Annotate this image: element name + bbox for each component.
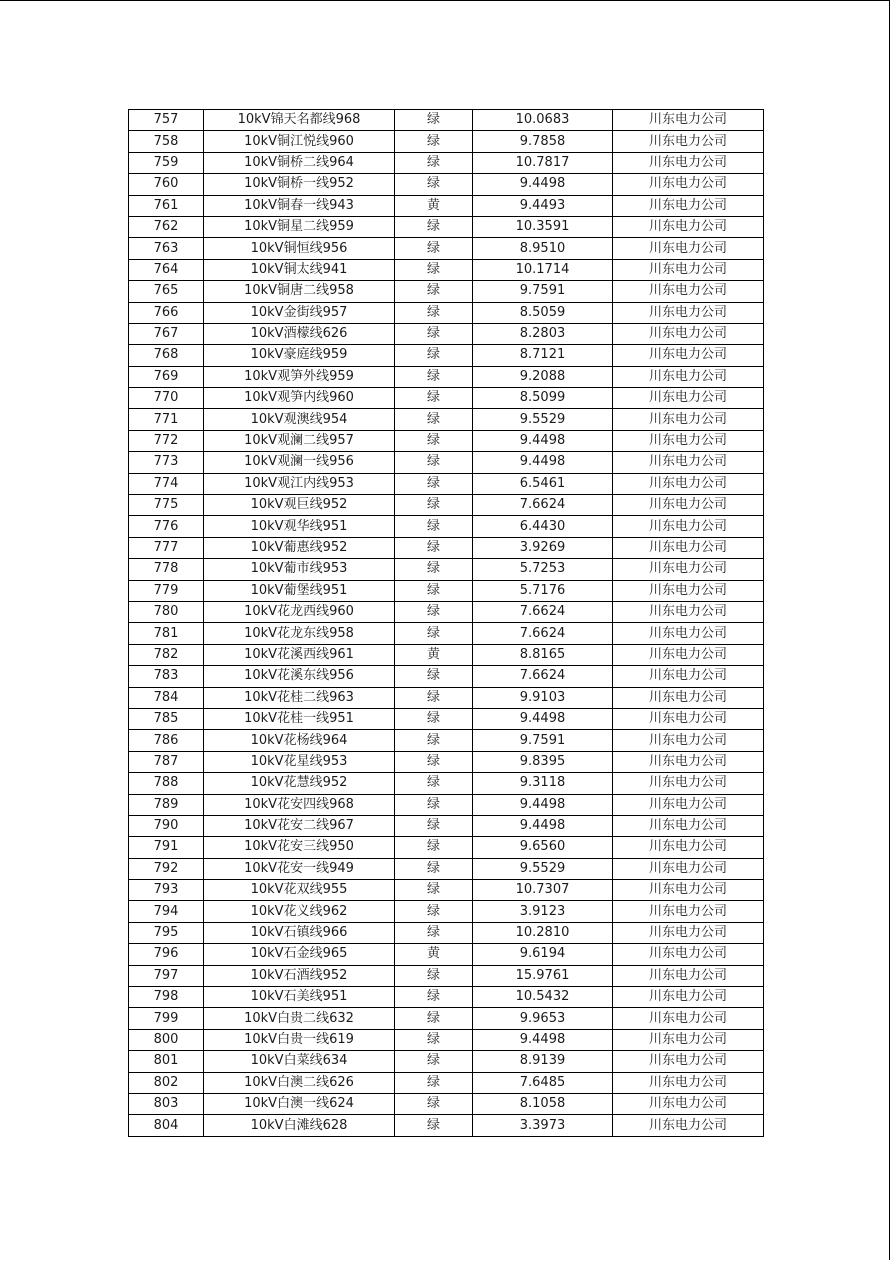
company-cell: 川东电力公司 xyxy=(613,216,764,237)
line-name-cell: 10kV白菜线634 xyxy=(204,1051,395,1072)
line-name-cell: 10kV花安二线967 xyxy=(204,815,395,836)
line-name-cell: 10kV花桂二线963 xyxy=(204,687,395,708)
status-color-cell: 绿 xyxy=(395,623,473,644)
line-name-cell: 10kV观澜二线957 xyxy=(204,430,395,451)
value-cell: 10.3591 xyxy=(473,216,613,237)
table-row xyxy=(129,216,764,237)
status-color-cell: 绿 xyxy=(395,837,473,858)
value-cell: 9.4493 xyxy=(473,195,613,216)
company-cell: 川东电力公司 xyxy=(613,281,764,302)
row-number-cell: 760 xyxy=(129,174,204,195)
value-cell: 9.4498 xyxy=(473,174,613,195)
row-number-cell: 796 xyxy=(129,944,204,965)
table-row xyxy=(129,666,764,687)
row-number-cell: 777 xyxy=(129,537,204,558)
status-color-cell: 黄 xyxy=(395,195,473,216)
status-color-cell: 绿 xyxy=(395,409,473,430)
status-color-cell: 绿 xyxy=(395,430,473,451)
table-row xyxy=(129,110,764,131)
line-name-cell: 10kV花溪西线961 xyxy=(204,644,395,665)
line-name-cell: 10kV铜桥一线952 xyxy=(204,174,395,195)
line-name-cell: 10kV铜恒线956 xyxy=(204,238,395,259)
line-name-cell: 10kV铜星二线959 xyxy=(204,216,395,237)
row-number-cell: 781 xyxy=(129,623,204,644)
value-cell: 5.7176 xyxy=(473,580,613,601)
row-number-cell: 758 xyxy=(129,131,204,152)
table-row xyxy=(129,815,764,836)
line-name-cell: 10kV观江内线953 xyxy=(204,473,395,494)
table-row xyxy=(129,1072,764,1093)
table-row xyxy=(129,1008,764,1029)
row-number-cell: 787 xyxy=(129,751,204,772)
status-color-cell: 绿 xyxy=(395,559,473,580)
value-cell: 9.4498 xyxy=(473,430,613,451)
company-cell: 川东电力公司 xyxy=(613,409,764,430)
line-name-cell: 10kV葡堡线951 xyxy=(204,580,395,601)
row-number-cell: 770 xyxy=(129,388,204,409)
line-name-cell: 10kV铜桥二线964 xyxy=(204,152,395,173)
value-cell: 10.5432 xyxy=(473,987,613,1008)
company-cell: 川东电力公司 xyxy=(613,794,764,815)
table-row xyxy=(129,452,764,473)
row-number-cell: 763 xyxy=(129,238,204,259)
company-cell: 川东电力公司 xyxy=(613,131,764,152)
value-cell: 8.9510 xyxy=(473,238,613,259)
row-number-cell: 761 xyxy=(129,195,204,216)
row-number-cell: 783 xyxy=(129,666,204,687)
value-cell: 5.7253 xyxy=(473,559,613,580)
company-cell: 川东电力公司 xyxy=(613,880,764,901)
value-cell: 7.6485 xyxy=(473,1072,613,1093)
value-cell: 6.4430 xyxy=(473,516,613,537)
value-cell: 7.6624 xyxy=(473,601,613,622)
company-cell: 川东电力公司 xyxy=(613,452,764,473)
value-cell: 9.2088 xyxy=(473,366,613,387)
table-row xyxy=(129,559,764,580)
status-color-cell: 绿 xyxy=(395,987,473,1008)
company-cell: 川东电力公司 xyxy=(613,708,764,729)
status-color-cell: 绿 xyxy=(395,259,473,280)
line-name-cell: 10kV花桂一线951 xyxy=(204,708,395,729)
company-cell: 川东电力公司 xyxy=(613,152,764,173)
row-number-cell: 782 xyxy=(129,644,204,665)
table-row xyxy=(129,516,764,537)
status-color-cell: 绿 xyxy=(395,751,473,772)
value-cell: 9.7591 xyxy=(473,730,613,751)
company-cell: 川东电力公司 xyxy=(613,302,764,323)
status-color-cell: 绿 xyxy=(395,1051,473,1072)
row-number-cell: 802 xyxy=(129,1072,204,1093)
row-number-cell: 767 xyxy=(129,323,204,344)
status-color-cell: 绿 xyxy=(395,922,473,943)
table-row xyxy=(129,1051,764,1072)
table-row xyxy=(129,238,764,259)
row-number-cell: 778 xyxy=(129,559,204,580)
table-row xyxy=(129,880,764,901)
company-cell: 川东电力公司 xyxy=(613,644,764,665)
row-number-cell: 762 xyxy=(129,216,204,237)
table-row xyxy=(129,131,764,152)
line-name-cell: 10kV白澳一线624 xyxy=(204,1093,395,1114)
value-cell: 9.4498 xyxy=(473,794,613,815)
row-number-cell: 771 xyxy=(129,409,204,430)
company-cell: 川东电力公司 xyxy=(613,1008,764,1029)
row-number-cell: 769 xyxy=(129,366,204,387)
table-row xyxy=(129,944,764,965)
row-number-cell: 779 xyxy=(129,580,204,601)
value-cell: 9.6560 xyxy=(473,837,613,858)
value-cell: 9.3118 xyxy=(473,773,613,794)
company-cell: 川东电力公司 xyxy=(613,110,764,131)
line-name-cell: 10kV石酒线952 xyxy=(204,965,395,986)
value-cell: 8.1058 xyxy=(473,1093,613,1114)
row-number-cell: 793 xyxy=(129,880,204,901)
status-color-cell: 绿 xyxy=(395,238,473,259)
company-cell: 川东电力公司 xyxy=(613,238,764,259)
table-row xyxy=(129,623,764,644)
status-color-cell: 绿 xyxy=(395,1029,473,1050)
status-color-cell: 绿 xyxy=(395,495,473,516)
status-color-cell: 绿 xyxy=(395,794,473,815)
status-color-cell: 绿 xyxy=(395,110,473,131)
table-row xyxy=(129,1029,764,1050)
row-number-cell: 765 xyxy=(129,281,204,302)
company-cell: 川东电力公司 xyxy=(613,901,764,922)
value-cell: 15.9761 xyxy=(473,965,613,986)
table-row xyxy=(129,901,764,922)
table-row xyxy=(129,794,764,815)
company-cell: 川东电力公司 xyxy=(613,516,764,537)
line-name-cell: 10kV白贵二线632 xyxy=(204,1008,395,1029)
line-name-cell: 10kV铜太线941 xyxy=(204,259,395,280)
company-cell: 川东电力公司 xyxy=(613,1093,764,1114)
company-cell: 川东电力公司 xyxy=(613,345,764,366)
table-row xyxy=(129,1115,764,1136)
row-number-cell: 791 xyxy=(129,837,204,858)
status-color-cell: 绿 xyxy=(395,773,473,794)
status-color-cell: 绿 xyxy=(395,708,473,729)
value-cell: 10.2810 xyxy=(473,922,613,943)
line-name-cell: 10kV花溪东线956 xyxy=(204,666,395,687)
status-color-cell: 绿 xyxy=(395,537,473,558)
value-cell: 8.9139 xyxy=(473,1051,613,1072)
company-cell: 川东电力公司 xyxy=(613,773,764,794)
row-number-cell: 798 xyxy=(129,987,204,1008)
value-cell: 8.2803 xyxy=(473,323,613,344)
status-color-cell: 绿 xyxy=(395,366,473,387)
line-name-cell: 10kV花双线955 xyxy=(204,880,395,901)
value-cell: 9.4498 xyxy=(473,815,613,836)
status-color-cell: 绿 xyxy=(395,815,473,836)
value-cell: 9.9103 xyxy=(473,687,613,708)
company-cell: 川东电力公司 xyxy=(613,815,764,836)
company-cell: 川东电力公司 xyxy=(613,430,764,451)
line-name-cell: 10kV石美线951 xyxy=(204,987,395,1008)
value-cell: 7.6624 xyxy=(473,495,613,516)
line-name-cell: 10kV观笋外线959 xyxy=(204,366,395,387)
row-number-cell: 766 xyxy=(129,302,204,323)
line-name-cell: 10kV石镇线966 xyxy=(204,922,395,943)
status-color-cell: 绿 xyxy=(395,388,473,409)
line-name-cell: 10kV观巨线952 xyxy=(204,495,395,516)
value-cell: 9.4498 xyxy=(473,452,613,473)
value-cell: 3.9123 xyxy=(473,901,613,922)
line-name-cell: 10kV花安三线950 xyxy=(204,837,395,858)
status-color-cell: 绿 xyxy=(395,452,473,473)
status-color-cell: 绿 xyxy=(395,302,473,323)
line-name-cell: 10kV花龙东线958 xyxy=(204,623,395,644)
row-number-cell: 795 xyxy=(129,922,204,943)
table-row xyxy=(129,537,764,558)
company-cell: 川东电力公司 xyxy=(613,623,764,644)
status-color-cell: 绿 xyxy=(395,666,473,687)
line-name-cell: 10kV金街线957 xyxy=(204,302,395,323)
table-row xyxy=(129,430,764,451)
line-name-cell: 10kV铜唐二线958 xyxy=(204,281,395,302)
table-row xyxy=(129,730,764,751)
row-number-cell: 801 xyxy=(129,1051,204,1072)
table-row xyxy=(129,580,764,601)
value-cell: 8.5099 xyxy=(473,388,613,409)
status-color-cell: 绿 xyxy=(395,516,473,537)
row-number-cell: 768 xyxy=(129,345,204,366)
value-cell: 9.5529 xyxy=(473,409,613,430)
value-cell: 10.7817 xyxy=(473,152,613,173)
value-cell: 3.3973 xyxy=(473,1115,613,1136)
company-cell: 川东电力公司 xyxy=(613,1029,764,1050)
line-name-cell: 10kV观笋内线960 xyxy=(204,388,395,409)
value-cell: 9.7858 xyxy=(473,131,613,152)
row-number-cell: 775 xyxy=(129,495,204,516)
company-cell: 川东电力公司 xyxy=(613,323,764,344)
table-row xyxy=(129,965,764,986)
table-row xyxy=(129,858,764,879)
line-name-cell: 10kV观澳线954 xyxy=(204,409,395,430)
line-name-cell: 10kV铜春一线943 xyxy=(204,195,395,216)
table-row xyxy=(129,773,764,794)
company-cell: 川东电力公司 xyxy=(613,495,764,516)
row-number-cell: 803 xyxy=(129,1093,204,1114)
line-name-cell: 10kV花慧线952 xyxy=(204,773,395,794)
line-name-cell: 10kV花义线962 xyxy=(204,901,395,922)
row-number-cell: 757 xyxy=(129,110,204,131)
table-row xyxy=(129,473,764,494)
company-cell: 川东电力公司 xyxy=(613,1072,764,1093)
value-cell: 10.1714 xyxy=(473,259,613,280)
company-cell: 川东电力公司 xyxy=(613,174,764,195)
row-number-cell: 792 xyxy=(129,858,204,879)
company-cell: 川东电力公司 xyxy=(613,944,764,965)
status-color-cell: 绿 xyxy=(395,131,473,152)
line-name-cell: 10kV花龙西线960 xyxy=(204,601,395,622)
line-name-cell: 10kV花杨线964 xyxy=(204,730,395,751)
status-color-cell: 绿 xyxy=(395,580,473,601)
status-color-cell: 绿 xyxy=(395,687,473,708)
status-color-cell: 绿 xyxy=(395,880,473,901)
row-number-cell: 784 xyxy=(129,687,204,708)
value-cell: 9.9653 xyxy=(473,1008,613,1029)
status-color-cell: 绿 xyxy=(395,858,473,879)
table-row xyxy=(129,366,764,387)
table-row xyxy=(129,922,764,943)
table-row xyxy=(129,687,764,708)
status-color-cell: 绿 xyxy=(395,730,473,751)
table-row xyxy=(129,302,764,323)
row-number-cell: 789 xyxy=(129,794,204,815)
table-row xyxy=(129,837,764,858)
company-cell: 川东电力公司 xyxy=(613,965,764,986)
row-number-cell: 804 xyxy=(129,1115,204,1136)
company-cell: 川东电力公司 xyxy=(613,730,764,751)
table-row xyxy=(129,751,764,772)
table-row xyxy=(129,1093,764,1114)
value-cell: 8.8165 xyxy=(473,644,613,665)
value-cell: 7.6624 xyxy=(473,623,613,644)
table-row xyxy=(129,281,764,302)
value-cell: 9.4498 xyxy=(473,708,613,729)
company-cell: 川东电力公司 xyxy=(613,195,764,216)
line-name-cell: 10kV观华线951 xyxy=(204,516,395,537)
row-number-cell: 776 xyxy=(129,516,204,537)
value-cell: 9.7591 xyxy=(473,281,613,302)
status-color-cell: 黄 xyxy=(395,944,473,965)
row-number-cell: 794 xyxy=(129,901,204,922)
status-color-cell: 绿 xyxy=(395,1093,473,1114)
company-cell: 川东电力公司 xyxy=(613,687,764,708)
value-cell: 8.7121 xyxy=(473,345,613,366)
line-name-cell: 10kV花安四线968 xyxy=(204,794,395,815)
value-cell: 9.8395 xyxy=(473,751,613,772)
value-cell: 9.6194 xyxy=(473,944,613,965)
row-number-cell: 780 xyxy=(129,601,204,622)
company-cell: 川东电力公司 xyxy=(613,666,764,687)
company-cell: 川东电力公司 xyxy=(613,473,764,494)
table-row xyxy=(129,259,764,280)
value-cell: 9.5529 xyxy=(473,858,613,879)
table-row xyxy=(129,152,764,173)
row-number-cell: 790 xyxy=(129,815,204,836)
status-color-cell: 绿 xyxy=(395,965,473,986)
row-number-cell: 800 xyxy=(129,1029,204,1050)
company-cell: 川东电力公司 xyxy=(613,751,764,772)
feeder-table xyxy=(128,109,764,1137)
status-color-cell: 绿 xyxy=(395,1072,473,1093)
value-cell: 10.0683 xyxy=(473,110,613,131)
company-cell: 川东电力公司 xyxy=(613,858,764,879)
line-name-cell: 10kV白滩线628 xyxy=(204,1115,395,1136)
status-color-cell: 绿 xyxy=(395,1008,473,1029)
row-number-cell: 788 xyxy=(129,773,204,794)
line-name-cell: 10kV豪庭线959 xyxy=(204,345,395,366)
company-cell: 川东电力公司 xyxy=(613,559,764,580)
table-row xyxy=(129,708,764,729)
value-cell: 9.4498 xyxy=(473,1029,613,1050)
table-row xyxy=(129,323,764,344)
line-name-cell: 10kV花星线953 xyxy=(204,751,395,772)
status-color-cell: 黄 xyxy=(395,644,473,665)
table-row xyxy=(129,987,764,1008)
company-cell: 川东电力公司 xyxy=(613,601,764,622)
line-name-cell: 10kV铜江悦线960 xyxy=(204,131,395,152)
table-row xyxy=(129,409,764,430)
company-cell: 川东电力公司 xyxy=(613,837,764,858)
company-cell: 川东电力公司 xyxy=(613,987,764,1008)
company-cell: 川东电力公司 xyxy=(613,580,764,601)
row-number-cell: 785 xyxy=(129,708,204,729)
line-name-cell: 10kV石金线965 xyxy=(204,944,395,965)
row-number-cell: 786 xyxy=(129,730,204,751)
row-number-cell: 774 xyxy=(129,473,204,494)
row-number-cell: 799 xyxy=(129,1008,204,1029)
line-name-cell: 10kV锦天名都线968 xyxy=(204,110,395,131)
company-cell: 川东电力公司 xyxy=(613,1051,764,1072)
status-color-cell: 绿 xyxy=(395,473,473,494)
status-color-cell: 绿 xyxy=(395,345,473,366)
company-cell: 川东电力公司 xyxy=(613,388,764,409)
row-number-cell: 773 xyxy=(129,452,204,473)
table-row xyxy=(129,345,764,366)
company-cell: 川东电力公司 xyxy=(613,259,764,280)
value-cell: 7.6624 xyxy=(473,666,613,687)
status-color-cell: 绿 xyxy=(395,152,473,173)
row-number-cell: 759 xyxy=(129,152,204,173)
table-body xyxy=(129,110,764,1137)
table-row xyxy=(129,195,764,216)
table-row xyxy=(129,174,764,195)
value-cell: 10.7307 xyxy=(473,880,613,901)
value-cell: 6.5461 xyxy=(473,473,613,494)
company-cell: 川东电力公司 xyxy=(613,922,764,943)
status-color-cell: 绿 xyxy=(395,281,473,302)
table-row xyxy=(129,644,764,665)
line-name-cell: 10kV白贵一线619 xyxy=(204,1029,395,1050)
row-number-cell: 772 xyxy=(129,430,204,451)
status-color-cell: 绿 xyxy=(395,901,473,922)
value-cell: 3.9269 xyxy=(473,537,613,558)
company-cell: 川东电力公司 xyxy=(613,537,764,558)
status-color-cell: 绿 xyxy=(395,323,473,344)
line-name-cell: 10kV酒檬线626 xyxy=(204,323,395,344)
status-color-cell: 绿 xyxy=(395,601,473,622)
line-name-cell: 10kV花安一线949 xyxy=(204,858,395,879)
line-name-cell: 10kV葡惠线952 xyxy=(204,537,395,558)
line-name-cell: 10kV白澳二线626 xyxy=(204,1072,395,1093)
table-row xyxy=(129,495,764,516)
line-name-cell: 10kV葡市线953 xyxy=(204,559,395,580)
company-cell: 川东电力公司 xyxy=(613,1115,764,1136)
row-number-cell: 764 xyxy=(129,259,204,280)
table-row xyxy=(129,388,764,409)
company-cell: 川东电力公司 xyxy=(613,366,764,387)
status-color-cell: 绿 xyxy=(395,1115,473,1136)
line-name-cell: 10kV观澜一线956 xyxy=(204,452,395,473)
value-cell: 8.5059 xyxy=(473,302,613,323)
row-number-cell: 797 xyxy=(129,965,204,986)
status-color-cell: 绿 xyxy=(395,174,473,195)
table-row xyxy=(129,601,764,622)
status-color-cell: 绿 xyxy=(395,216,473,237)
